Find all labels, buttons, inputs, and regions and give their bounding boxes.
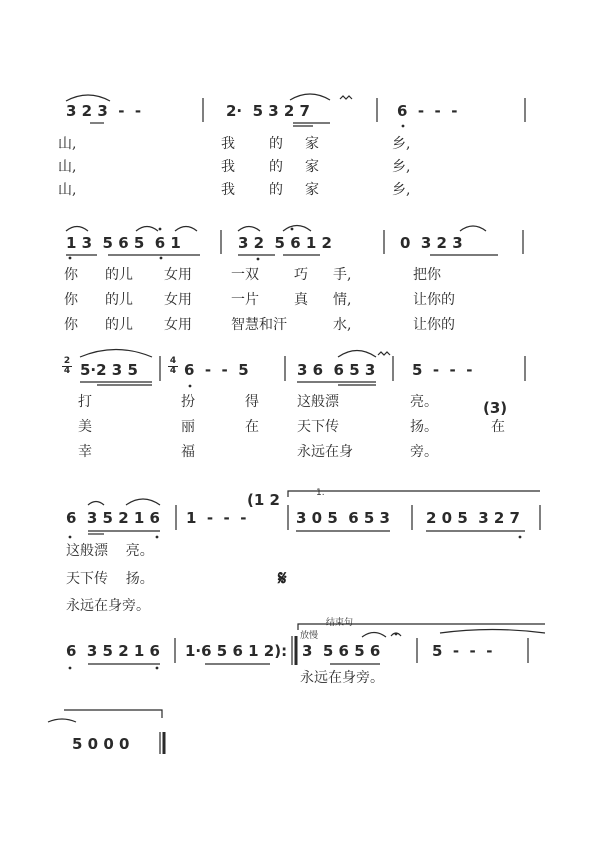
row3-lyric2-b: 丽 [181,419,195,435]
slur [460,226,486,231]
low-octave-dot [402,125,405,128]
row1-lyric1-d: 家 [305,136,319,152]
slur [362,633,386,638]
row1-lyric3-e: 乡, [392,182,411,198]
row3-lyric2-a: 美 [78,419,92,435]
row2-lyric2-e: 真 [294,292,308,308]
low-octave-dot [257,258,260,261]
row4-measure4: 2 0 5 3 2 7 [426,509,520,527]
row3-lyric2-d: 天下传 [297,419,339,435]
row3-lyric1-e: 亮。 [410,394,438,410]
row2-lyric1-a: 你 [64,267,78,283]
low-octave-dot [69,536,72,539]
row2-lyric2-b: 的儿 [105,292,133,308]
row3-measure4: 5 - - - [412,361,473,379]
row1-lyric1-c: 的 [269,136,283,152]
slur [290,94,330,100]
time-sig-numerator: 2 [63,356,71,366]
verse-lyric: 在 [491,419,505,435]
row4-lyric1: 这般漂 亮。 [66,543,154,559]
row3-lyric3-d: 旁。 [410,444,438,460]
row2-lyric3-d: 智慧和汗 [231,317,287,333]
row3-lyric3-a: 幸 [78,444,92,460]
coda-bracket [298,624,545,630]
row5-lyric: 永远在身旁。 [300,670,384,686]
time-sig-denominator: 4 [169,366,177,376]
turn-ornament [378,352,390,355]
row1-lyric1-a: 山, [58,136,77,152]
row1-lyric3-a: 山, [58,182,77,198]
low-octave-dot [519,536,522,539]
row2-lyric3-f: 让你的 [413,317,455,333]
row1-lyric3-b: 我 [221,182,235,198]
high-octave-dot [159,228,162,231]
row5-measure2: 1·6 5 6 1 2): [185,642,288,660]
row2-lyric2-f: 情, [333,292,352,308]
row2-lyric3-b: 的儿 [105,317,133,333]
tie [48,719,76,722]
slur [136,227,158,232]
coda-label: 结束句 [326,618,354,628]
row5-measure3: 3 5 6 5 6 [302,642,381,660]
row3-lyric2-e: 扬。 [410,419,438,435]
slur [283,226,311,232]
slur [175,227,197,232]
row2-lyric1-e: 巧 [294,267,308,283]
volta-bracket [288,491,540,497]
low-octave-dot [156,536,159,539]
row3-lyric1-b: 扮 [181,394,195,410]
row4-measure2: 1 - - - [186,509,247,527]
row1-lyric2-d: 家 [305,159,319,175]
row3-lyric3-c: 永远在身 [297,444,353,460]
row3-lyric3-b: 福 [181,444,195,460]
fermata-dot [395,633,398,636]
row2-measure3: 0 3 2 3 [400,234,463,252]
slur [238,227,260,232]
row3-lyric1-d: 这般漂 [297,394,339,410]
time-sig-denominator: 4 [63,366,71,376]
row2-lyric1-f: 手, [333,267,352,283]
row6-measure1: 5 0 0 0 [72,735,130,753]
row4-measure1: 6 3 5 2 1 6 [66,509,160,527]
row1-measure3: 6 - - - [397,102,458,120]
pickup-notes: (1 2 [247,491,280,509]
row2-lyric2-g: 让你的 [413,292,455,308]
row3-lyric1-c: 得 [245,394,259,410]
row1-measure1: 3 2 3 - - [66,102,142,120]
verse-number: (3) [483,399,508,417]
row3-measure1: 5·2 3 5 [80,361,138,379]
time-sig-numerator: 4 [169,356,177,366]
row1-lyric2-e: 乡, [392,159,411,175]
row2-lyric1-b: 的儿 [105,267,133,283]
row1-lyric2-c: 的 [269,159,283,175]
slur [66,95,110,101]
low-octave-dot [189,385,192,388]
row2-measure2: 3 2 5 6 1 2 [238,234,332,252]
row2-lyric3-a: 你 [64,317,78,333]
slur [338,351,376,358]
row2-measure1: 1 3 5 6 5 6 1 [66,234,181,252]
segno-icon: 𝄋 [278,566,287,590]
row1-measure2: 2· 5 3 2 7 [226,102,310,120]
row1-lyric1-e: 乡, [392,136,411,152]
row4-measure3: 3 0 5 6 5 3 [296,509,390,527]
row3-measure3: 3 6 6 5 3 [297,361,376,379]
row5-measure4: 5 - - - [432,642,493,660]
row2-lyric3-c: 女用 [164,317,192,333]
row1-lyric2-a: 山, [58,159,77,175]
row1-lyric3-d: 家 [305,182,319,198]
row3-lyric1-a: 打 [78,394,92,410]
tempo-marking: 放慢 [300,631,319,641]
row2-lyric1-d: 一双 [231,267,259,283]
row3-measure2: 6 - - 5 [184,361,249,379]
row2-lyric2-c: 女用 [164,292,192,308]
row2-lyric3-e: 水, [333,317,352,333]
row4-lyric3: 永远在身旁。 [66,598,150,614]
high-octave-dot [291,228,294,231]
row1-lyric3-c: 的 [269,182,283,198]
low-octave-dot [69,257,72,260]
tie [440,630,545,634]
turn-ornament [340,96,352,99]
row2-lyric1-c: 女用 [164,267,192,283]
row1-lyric1-b: 我 [221,136,235,152]
row2-lyric2-d: 一片 [231,292,259,308]
low-octave-dot [69,667,72,670]
slur [126,499,160,505]
row2-lyric1-g: 把你 [413,267,441,283]
slur [88,502,104,506]
low-octave-dot [160,257,163,260]
row2-lyric2-a: 你 [64,292,78,308]
row5-measure1: 6 3 5 2 1 6 [66,642,160,660]
slur [66,227,88,232]
volta-1-label: 1. [316,488,325,498]
slur [80,350,152,358]
row1-lyric2-b: 我 [221,159,235,175]
bracket-end [64,710,162,718]
low-octave-dot [156,667,159,670]
row3-lyric2-c: 在 [245,419,259,435]
row4-lyric2: 天下传 扬。 [66,571,154,587]
